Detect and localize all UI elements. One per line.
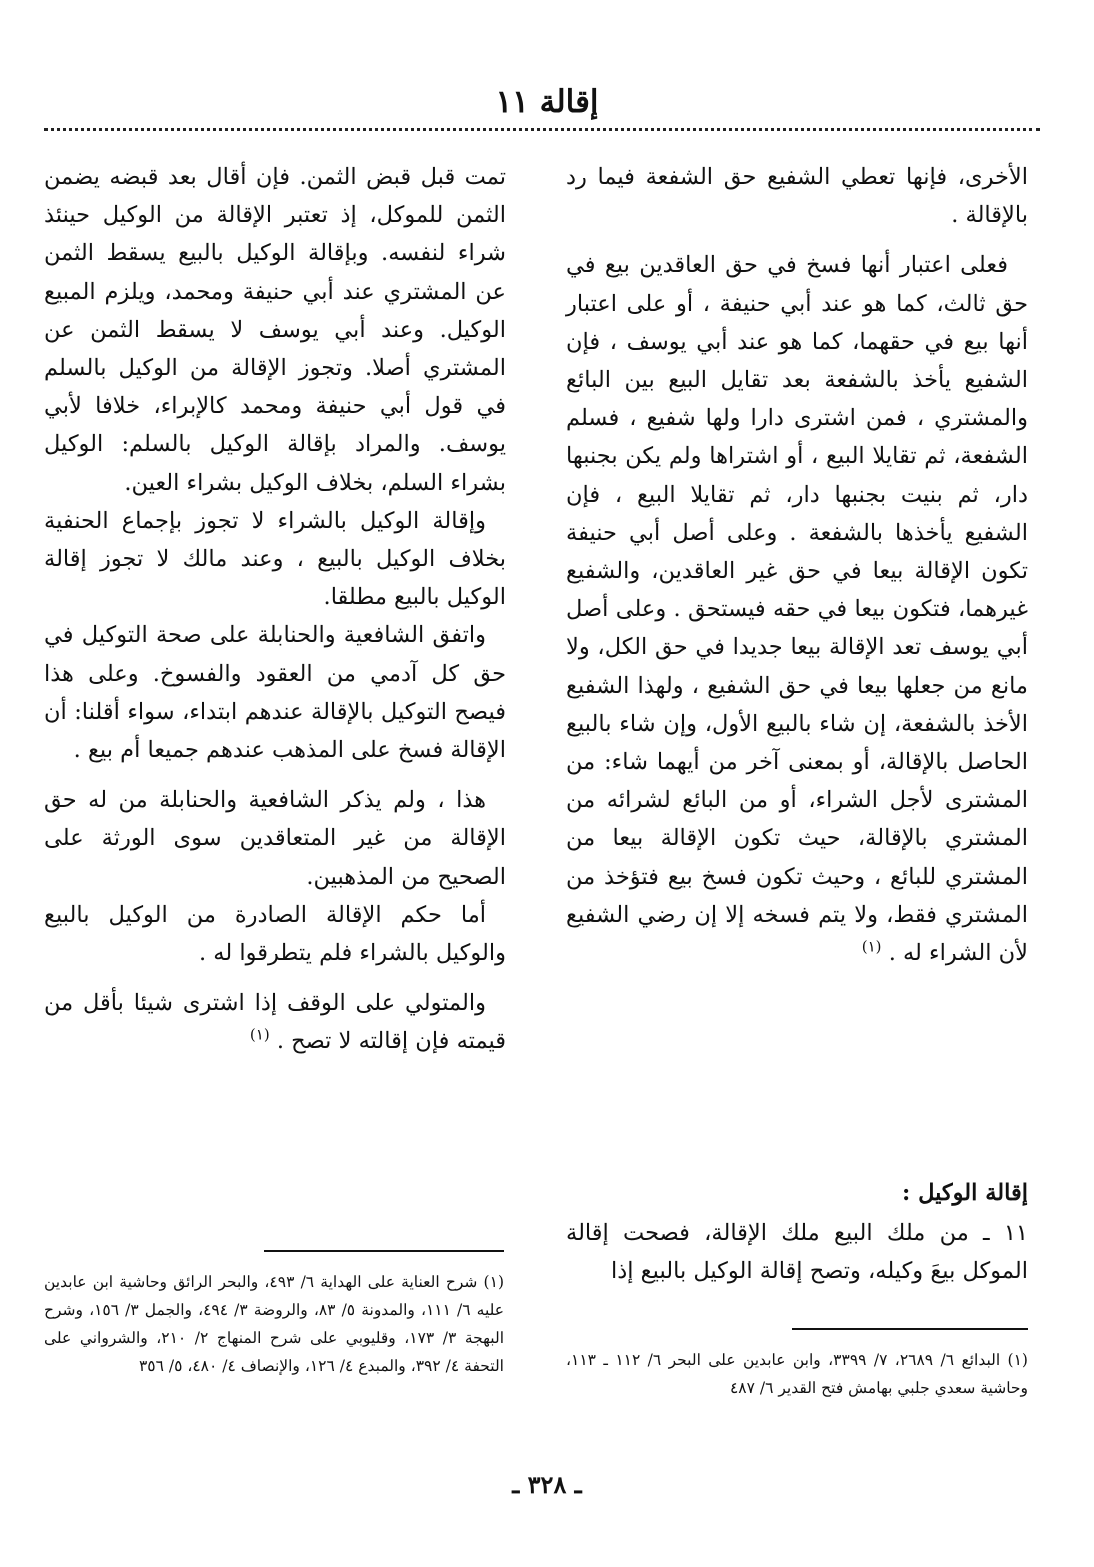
footnote-separator-right bbox=[792, 1328, 1028, 1330]
paragraph: الأخرى، فإنها تعطي الشفيع حق الشفعة فيما رد بالإقالة . bbox=[566, 164, 1028, 229]
footnote-reference: (١) bbox=[861, 937, 882, 956]
paragraph bbox=[44, 984, 506, 1060]
left-text-column bbox=[44, 158, 506, 1061]
paragraph: تمت قبل قبض الثمن. فإن أقال بعد قبضه يضمن الثمن للموكل، إذ تعتبر الإقالة من الوكيل حينئذ شراء لنفسه. وبإقالة الوكيل بالبيع يسقط الثمن عن المشتري عند أبي حنيفة ومحمد، ويلزم المبيع الوكيل. وعند أبي يوسف لا يسقط الثمن عن المشتري أصلا. وتجوز الإقالة من الوكيل بالسلم في قول أبي حنيفة ومحمد كالإبراء، خلافا لأبي يوسف. والمراد بإقالة الوكيل بالسلم: الوكيل بشراء السلم، بخلاف الوكيل بشراء العين. bbox=[44, 164, 506, 496]
paragraph: هذا ، ولم يذكر الشافعية والحنابلة من له حق الإقالة من غير المتعاقدين سوى الورثة على الصحيح من المذهبين. bbox=[44, 787, 506, 890]
paragraph: واتفق الشافعية والحنابلة على صحة التوكيل في حق كل آدمي من العقود والفسوخ. وعلى هذا فيصح التوكيل بالإقالة عندهم ابتداء، سواء أقلنا: أن الإقالة فسخ على المذهب عندهم جميعا أم بيع . bbox=[44, 622, 506, 764]
header-dotted-rule bbox=[44, 128, 1040, 131]
section-subheading: إقالة الوكيل : bbox=[901, 1180, 1028, 1206]
paragraph-text: والمتولي على الوقف إذا اشترى شيئا بأقل من قيمته فإن إقالته لا تصح . bbox=[44, 990, 506, 1055]
page-number: ـ ٣٢٨ ـ bbox=[512, 1470, 582, 1499]
footnote-reference: (١) bbox=[249, 1025, 270, 1044]
paragraph-text: فعلى اعتبار أنها فسخ في حق العاقدين بيع في حق ثالث، كما هو عند أبي حنيفة ، أو على اعتبار أنها بيع في حقهما، كما هو عند أبي يوسف ، فإن الشفيع يأخذ بالشفعة بعد تقايل البيع بين البائع والمشتري ، فمن اشترى دارا ولها شفيع ، فسلم الشفعة، ثم تقايلا البيع ، أو اشتراها ولم يكن بجنبها دار، ثم بنيت بجنبها دار، ثم تقايلا البيع ، فإن الشفيع يأخذها بالشفعة . وعلى أصل أبي حنيفة تكون الإقالة بيعا في حق غير العاقدين، والشفيع غيرهما، فتكون بيعا في حقه فيستحق . وعلى أصل أبي يوسف تعد الإقالة بيعا جديدا في حق الكل، ولا مانع من جعلها بيعا في حق الشفيع ، ولهذا الشفيع الأخذ بالشفعة، إن شاء بالبيع الأول، وإن شاء بالبيع الحاصل بالإقالة، أو بمعنى آخر من أيهما شاء: من المشترى لأجل الشراء، أو من البائع لشرائه من المشتري بالإقالة، حيث تكون الإقالة بيعا من المشتري للبائع ، وحيث تكون فسخ بيع فتؤخذ من المشتري فقط، ولا يتم فسخه إلا إن رضي الشفيع لأن الشراء له . bbox=[566, 252, 1028, 967]
paragraph: وإقالة الوكيل بالشراء لا تجوز بإجماع الحنفية بخلاف الوكيل بالبيع ، وعند مالك لا تجوز إقالة الوكيل بالبيع مطلقا. bbox=[44, 507, 506, 611]
paragraph: أما حكم الإقالة الصادرة من الوكيل بالبيع والوكيل بالشراء فلم يتطرقوا له . bbox=[44, 901, 506, 967]
paragraph bbox=[566, 246, 1028, 972]
footnote-left: (١) شرح العناية على الهداية ٦/ ٤٩٣، والبحر الرائق وحاشية ابن عابدين عليه ٦/ ١١١، والمدونة ٥/ ٨٣، والروضة ٣/ ٤٩٤، والجمل ٣/ ١٥٦، وشرح البهجة ٣/ ١٧٣، وقليوبي على شرح المنهاج ٢/ ٢١٠، والشرواني على التحفة ٤/ ٣٩٢، والمبدع ٤/ ١٢٦، والإنصاف ٤/ ٤٨٠، ٥/ ٣٥٦ bbox=[44, 1273, 505, 1375]
right-text-column bbox=[566, 158, 1028, 972]
footnote-right: (١) البدائع ٦/ ٢٦٨٩، ٧/ ٣٣٩٩، وابن عابدين على البحر ٦/ ١١٢ ـ ١١٣، وحاشية سعدي جلبي بهامش فتح القدير ٦/ ٤٨٧ bbox=[566, 1351, 1028, 1397]
page-header-title: إقالة ١١ bbox=[495, 84, 599, 120]
footnote-separator-left bbox=[264, 1250, 504, 1252]
section-paragraph: ١١ ـ من ملك البيع ملك الإقالة، فصحت إقالة الموكل بيعَ وكيله، وتصح إقالة الوكيل بالبيع إذا bbox=[566, 1220, 1028, 1285]
